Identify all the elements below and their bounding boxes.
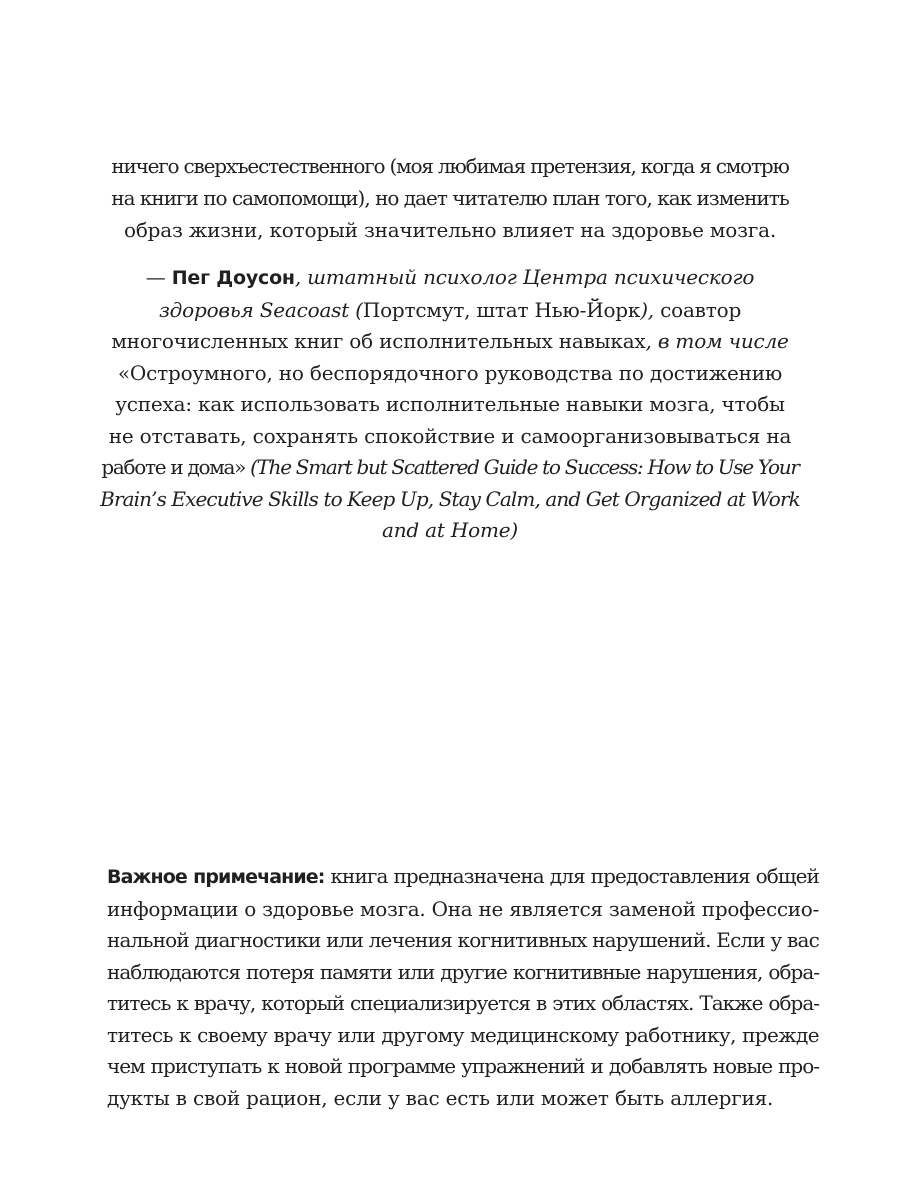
attribution-line: успеха: как использовать исполнительные навыки мозга, чтобы xyxy=(115,392,785,416)
attribution-line: не отставать, сохранять спокойствие и самоорганизовываться на xyxy=(108,423,792,448)
note-line: чем приступать к новой программе упражнений и добавлять новые про- xyxy=(107,1054,819,1078)
book-title-en-cont: Brain’s Executive Skills to Keep Up, Stay Calm, and Get Organized at Work xyxy=(100,486,800,511)
note-line: нальной диагностики или лечения когнитивных нарушений. Если у вас xyxy=(107,928,819,952)
note-line: титесь к своему врачу или другому медицинскому работнику, прежде xyxy=(107,1022,819,1047)
book-title-ru-end: работе и дома» xyxy=(101,455,246,479)
attribution-line xyxy=(100,452,800,484)
note-line: дукты в свой рацион, если у вас есть или может быть аллергия. xyxy=(107,1085,774,1110)
author-title: , штатный психолог Центра психического xyxy=(294,265,755,289)
author-title-cont: здоровья Seacoast ( xyxy=(158,297,363,322)
note-line: информации о здоровье мозга. Она не является заменой профессио- xyxy=(107,896,819,921)
author-books: многочисленных книг об исполнительных навыках xyxy=(111,329,646,353)
endorsement-line: на книги по самопомощи), но дает читателю план того, как изменить xyxy=(111,186,789,210)
attribution-line xyxy=(100,515,800,547)
attribution-line xyxy=(100,295,800,327)
note-line: титесь к врачу, который специализируется в этих областях. Также обра- xyxy=(107,991,819,1015)
author-name: Пег Доусон xyxy=(171,267,295,289)
author-coauthor: соавтор xyxy=(653,297,742,322)
note-text: книга предназначена для предоставления общей xyxy=(324,864,819,888)
endorsement-quote-ending xyxy=(110,150,790,246)
attribution-line: «Остроумного, но беспорядочного руководства по достижению xyxy=(117,360,783,385)
author-location-close: ), xyxy=(640,297,654,322)
note-line: наблюдаются потеря памяти или другие когнитивные нарушения, обра- xyxy=(107,959,819,984)
attribution-dash: — xyxy=(145,265,172,289)
attribution-line xyxy=(100,484,800,516)
book-title-en-end: and at Home) xyxy=(382,518,518,542)
endorsement-line: ничего сверхъестественного (моя любимая претензия, когда я смотрю xyxy=(111,154,789,178)
endorsement-line: образ жизни, который значительно влияет на здоровье мозга. xyxy=(124,218,776,242)
author-location: Портсмут, штат Нью-Йорк xyxy=(362,297,641,322)
author-books-including: , в том числе xyxy=(645,329,789,353)
attribution-line xyxy=(100,262,800,295)
note-line xyxy=(107,861,819,894)
book-title-en: (The Smart but Scattered Guide to Success: How to Use Your xyxy=(245,455,799,479)
note-label: Важное примечание: xyxy=(107,866,325,888)
important-note xyxy=(107,861,819,1114)
endorsement-attribution xyxy=(100,262,800,547)
attribution-line xyxy=(100,326,800,358)
